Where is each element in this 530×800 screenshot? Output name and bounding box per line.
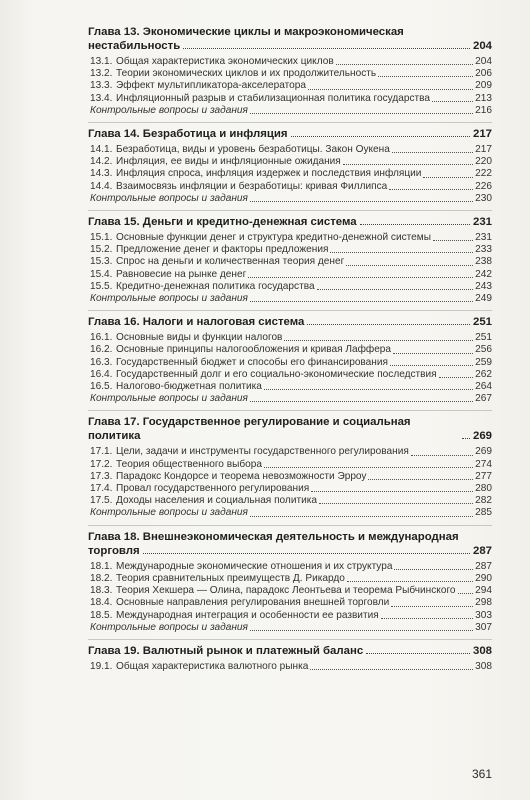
questions-title: Контрольные вопросы и задания: [90, 293, 248, 305]
toc-entry-questions[interactable]: [88, 105, 492, 117]
questions-title: Контрольные вопросы и задания: [90, 507, 248, 519]
section-page: 294: [475, 585, 492, 597]
chapter-title: Глава 13. Экономические циклы и макроэкономическая: [88, 26, 404, 38]
section-title: Основные виды и функции налогов: [116, 332, 283, 344]
chapter-block: [88, 311, 492, 411]
chapter-title: Глава 19. Валютный рынок и платежный баланс: [88, 644, 364, 657]
chapter-page: 269: [472, 430, 492, 443]
section-title: Основные направления регулирования внешней торговли: [116, 597, 390, 609]
chapter-block: [88, 526, 492, 640]
chapter-heading[interactable]: [88, 315, 492, 329]
chapter-sections: [88, 446, 492, 519]
section-number: 16.3.: [90, 356, 113, 368]
questions-title: Контрольные вопросы и задания: [90, 621, 248, 633]
section-title: Налогово-бюджетная политика: [116, 381, 262, 393]
chapter-page: 204: [472, 40, 492, 52]
section-title: Кредитно-денежная политика государства: [116, 280, 315, 292]
chapter-heading[interactable]: [88, 215, 492, 229]
questions-title: Контрольные вопросы и задания: [90, 104, 248, 116]
toc-entry[interactable]: [88, 661, 492, 673]
section-number: 14.4.: [90, 180, 113, 192]
dot-leader: [392, 152, 473, 153]
chapter-title-line: [88, 530, 492, 544]
dot-leader: [284, 340, 473, 341]
questions-page: 230: [475, 192, 492, 204]
section-title: Государственный долг и его социально-экономические последствия: [116, 368, 437, 380]
dot-leader: [183, 48, 470, 49]
section-number: 18.1.: [90, 560, 113, 572]
section-number: 13.3.: [90, 80, 113, 92]
table-of-contents: [88, 21, 492, 678]
section-number: 15.4.: [90, 268, 113, 280]
toc-entry[interactable]: [88, 269, 492, 281]
chapter-title: торговля: [88, 544, 140, 557]
toc-entry[interactable]: [88, 459, 492, 471]
chapter-title: нестабильность: [88, 40, 181, 52]
section-number: 14.3.: [90, 168, 113, 180]
section-title: Парадокс Кондорсе и теорема невозможности Эрроу: [116, 470, 367, 482]
section-page: 308: [475, 660, 492, 672]
toc-entry[interactable]: [88, 156, 492, 168]
chapter-title: Глава 18. Внешнеэкономическая деятельность и международная: [88, 530, 459, 543]
toc-entry[interactable]: [88, 232, 492, 244]
section-number: 18.4.: [90, 597, 113, 609]
section-number: 17.2.: [90, 458, 113, 470]
chapter-heading[interactable]: [88, 415, 492, 443]
section-page: 206: [475, 68, 492, 80]
section-title: Инфляционный разрыв и стабилизационная политика государства: [116, 92, 430, 104]
dot-leader: [317, 289, 474, 290]
section-page: 298: [475, 597, 492, 609]
chapter-block: [88, 123, 492, 211]
section-number: 15.1.: [90, 232, 113, 244]
dot-leader: [378, 76, 473, 77]
section-number: 13.2.: [90, 68, 113, 80]
questions-page: 285: [475, 507, 492, 519]
dot-leader: [381, 618, 473, 619]
section-number: 17.4.: [90, 483, 113, 495]
section-number: 16.1.: [90, 332, 113, 344]
questions-page: 216: [475, 104, 492, 116]
dot-leader: [391, 606, 473, 607]
section-title: Теории экономических циклов и их продолжительность: [116, 68, 377, 80]
section-page: 209: [475, 80, 492, 92]
dot-leader: [311, 491, 473, 492]
section-page: 233: [475, 244, 492, 256]
section-page: 226: [475, 180, 492, 192]
dot-leader: [250, 516, 473, 517]
chapter-sections: [88, 56, 492, 117]
toc-entry[interactable]: [88, 597, 492, 609]
section-page: 242: [475, 268, 492, 280]
dot-leader: [390, 365, 473, 366]
section-title: Безработица, виды и уровень безработицы. Закон Оукена: [116, 144, 390, 156]
chapter-title: Глава 15. Деньги и кредитно-денежная система: [88, 216, 357, 229]
chapter-title: Глава 16. Налоги и налоговая система: [88, 316, 305, 329]
section-number: 13.4.: [90, 92, 113, 104]
chapter-sections: [88, 561, 492, 634]
toc-entry[interactable]: [88, 471, 492, 483]
toc-entry[interactable]: [88, 168, 492, 180]
section-page: 290: [475, 572, 492, 584]
section-page: 238: [475, 256, 492, 268]
toc-entry-questions[interactable]: [88, 193, 492, 205]
section-page: 217: [475, 144, 492, 156]
section-number: 18.3.: [90, 585, 113, 597]
dot-leader: [250, 113, 473, 114]
toc-entry[interactable]: [88, 357, 492, 369]
section-number: 18.2.: [90, 572, 113, 584]
section-title: Спрос на деньги и количественная теория денег: [116, 256, 345, 268]
section-title: Основные функции денег и структура кредитно-денежной системы: [116, 232, 431, 244]
section-number: 14.2.: [90, 156, 113, 168]
toc-entry[interactable]: [88, 56, 492, 68]
toc-entry-questions[interactable]: [88, 507, 492, 519]
section-page: 256: [475, 344, 492, 356]
dot-leader: [360, 224, 470, 225]
section-title: Равновесие на рынке денег: [116, 268, 247, 280]
dot-leader: [432, 101, 473, 102]
toc-entry[interactable]: [88, 281, 492, 293]
section-number: 16.2.: [90, 344, 113, 356]
section-page: 222: [475, 168, 492, 180]
chapter-sections: [88, 661, 492, 673]
dot-leader: [308, 89, 473, 90]
dot-leader: [368, 479, 473, 480]
section-number: 14.1.: [90, 144, 113, 156]
toc-entry[interactable]: [88, 585, 492, 597]
dot-leader: [336, 64, 473, 65]
section-number: 17.3.: [90, 470, 113, 482]
chapter-block: [88, 640, 492, 678]
section-title: Эффект мультипликатора-акселератора: [116, 80, 306, 92]
section-title: Доходы населения и социальная политика: [116, 495, 317, 507]
dot-leader: [346, 265, 473, 266]
section-page: 231: [475, 232, 492, 244]
toc-entry[interactable]: [88, 369, 492, 381]
dot-leader: [343, 164, 473, 165]
section-number: 16.4.: [90, 368, 113, 380]
section-number: 19.1.: [90, 660, 113, 672]
chapter-title-line: [88, 25, 492, 39]
toc-entry[interactable]: [88, 244, 492, 256]
section-title: Взаимосвязь инфляции и безработицы: кривая Филлипса: [116, 180, 388, 192]
section-page: 213: [475, 92, 492, 104]
section-title: Международная интеграция и особенности ее развития: [116, 609, 379, 621]
section-title: Международные экономические отношения и их структура: [116, 560, 393, 572]
dot-leader: [423, 177, 473, 178]
dot-leader: [389, 189, 473, 190]
chapter-title: Глава 17. Государственное регулирование и социальная политика: [88, 416, 411, 443]
dot-leader: [291, 136, 470, 137]
toc-entry[interactable]: [88, 68, 492, 80]
toc-entry[interactable]: [88, 495, 492, 507]
section-page: 251: [475, 332, 492, 344]
dot-leader: [347, 581, 473, 582]
toc-entry[interactable]: [88, 256, 492, 268]
section-page: 204: [475, 56, 492, 67]
chapter-title: Глава 14. Безработица и инфляция: [88, 128, 288, 141]
section-page: 262: [475, 368, 492, 380]
section-title: Государственный бюджет и способы его финансирования: [116, 356, 388, 368]
toc-entry[interactable]: [88, 144, 492, 156]
section-number: 15.2.: [90, 244, 113, 256]
section-title: Общая характеристика экономических циклов: [116, 56, 334, 67]
section-title: Предложение денег и факторы предложения: [116, 244, 329, 256]
section-number: 16.5.: [90, 381, 113, 393]
dot-leader: [248, 277, 473, 278]
section-title: Инфляция, ее виды и инфляционные ожидания: [116, 156, 341, 168]
dot-leader: [307, 324, 470, 325]
section-page: 280: [475, 483, 492, 495]
page-number: 361: [472, 767, 493, 781]
dot-leader: [143, 553, 470, 554]
dot-leader: [330, 252, 473, 253]
dot-leader: [411, 455, 473, 456]
dot-leader: [250, 201, 473, 202]
dot-leader: [250, 401, 473, 402]
section-page: 274: [475, 458, 492, 470]
toc-entry-questions[interactable]: [88, 622, 492, 634]
section-number: 15.5.: [90, 280, 113, 292]
chapter-page: 308: [472, 644, 492, 657]
toc-entry[interactable]: [88, 80, 492, 92]
chapter-heading[interactable]: [88, 39, 492, 53]
section-number: 15.3.: [90, 256, 113, 268]
dot-leader: [439, 377, 474, 378]
questions-title: Контрольные вопросы и задания: [90, 192, 248, 204]
section-number: 17.5.: [90, 495, 113, 507]
section-page: 303: [475, 609, 492, 621]
dot-leader: [394, 569, 473, 570]
chapter-page: 217: [472, 128, 492, 141]
toc-entry[interactable]: [88, 573, 492, 585]
chapter-sections: [88, 144, 492, 205]
dot-leader: [462, 438, 470, 439]
toc-entry[interactable]: [88, 561, 492, 573]
chapter-page: 251: [472, 316, 492, 329]
section-page: 264: [475, 381, 492, 393]
section-title: Основные принципы налогообложения и кривая Лаффера: [116, 344, 392, 356]
section-page: 287: [475, 560, 492, 572]
toc-entry[interactable]: [88, 181, 492, 193]
questions-title: Контрольные вопросы и задания: [90, 393, 248, 405]
chapter-heading[interactable]: [88, 544, 492, 558]
chapter-page: 287: [472, 544, 492, 557]
dot-leader: [366, 653, 470, 654]
chapter-heading[interactable]: [88, 644, 492, 658]
questions-page: 307: [475, 621, 492, 633]
toc-entry[interactable]: [88, 381, 492, 393]
dot-leader: [393, 353, 473, 354]
section-number: 17.1.: [90, 446, 113, 458]
chapter-sections: [88, 232, 492, 305]
section-title: Инфляция спроса, инфляция издержек и последствия инфляции: [116, 168, 422, 180]
dot-leader: [433, 240, 473, 241]
section-number: 13.1.: [90, 56, 113, 67]
toc-entry[interactable]: [88, 446, 492, 458]
questions-page: 267: [475, 393, 492, 405]
dot-leader: [264, 467, 473, 468]
section-page: 243: [475, 280, 492, 292]
section-page: 269: [475, 446, 492, 458]
dot-leader: [250, 630, 473, 631]
dot-leader: [458, 593, 474, 594]
dot-leader: [310, 669, 473, 670]
dot-leader: [319, 503, 473, 504]
section-title: Провал государственного регулирования: [116, 483, 310, 495]
toc-entry[interactable]: [88, 93, 492, 105]
section-page: 277: [475, 470, 492, 482]
section-title: Теория общественного выбора: [116, 458, 262, 470]
questions-page: 249: [475, 293, 492, 305]
dot-leader: [250, 301, 473, 302]
dot-leader: [264, 389, 473, 390]
toc-entry[interactable]: [88, 483, 492, 495]
chapter-block: [88, 21, 492, 123]
section-page: 259: [475, 356, 492, 368]
chapter-page: 231: [472, 216, 492, 229]
chapter-block: [88, 411, 492, 525]
section-title: Цели, задачи и инструменты государственного регулирования: [116, 446, 409, 458]
toc-entry[interactable]: [88, 332, 492, 344]
section-title: Теория сравнительных преимуществ Д. Рикардо: [116, 572, 345, 584]
toc-entry-questions[interactable]: [88, 293, 492, 305]
section-number: 18.5.: [90, 609, 113, 621]
chapter-block: [88, 211, 492, 311]
chapter-heading[interactable]: [88, 127, 492, 141]
toc-entry-questions[interactable]: [88, 393, 492, 405]
section-title: Теория Хекшера — Олина, парадокс Леонтьева и теорема Рыбчинского: [116, 585, 456, 597]
section-page: 282: [475, 495, 492, 507]
section-title: Общая характеристика валютного рынка: [116, 660, 309, 672]
toc-entry[interactable]: [88, 610, 492, 622]
chapter-sections: [88, 332, 492, 405]
section-page: 220: [475, 156, 492, 168]
toc-entry[interactable]: [88, 344, 492, 356]
